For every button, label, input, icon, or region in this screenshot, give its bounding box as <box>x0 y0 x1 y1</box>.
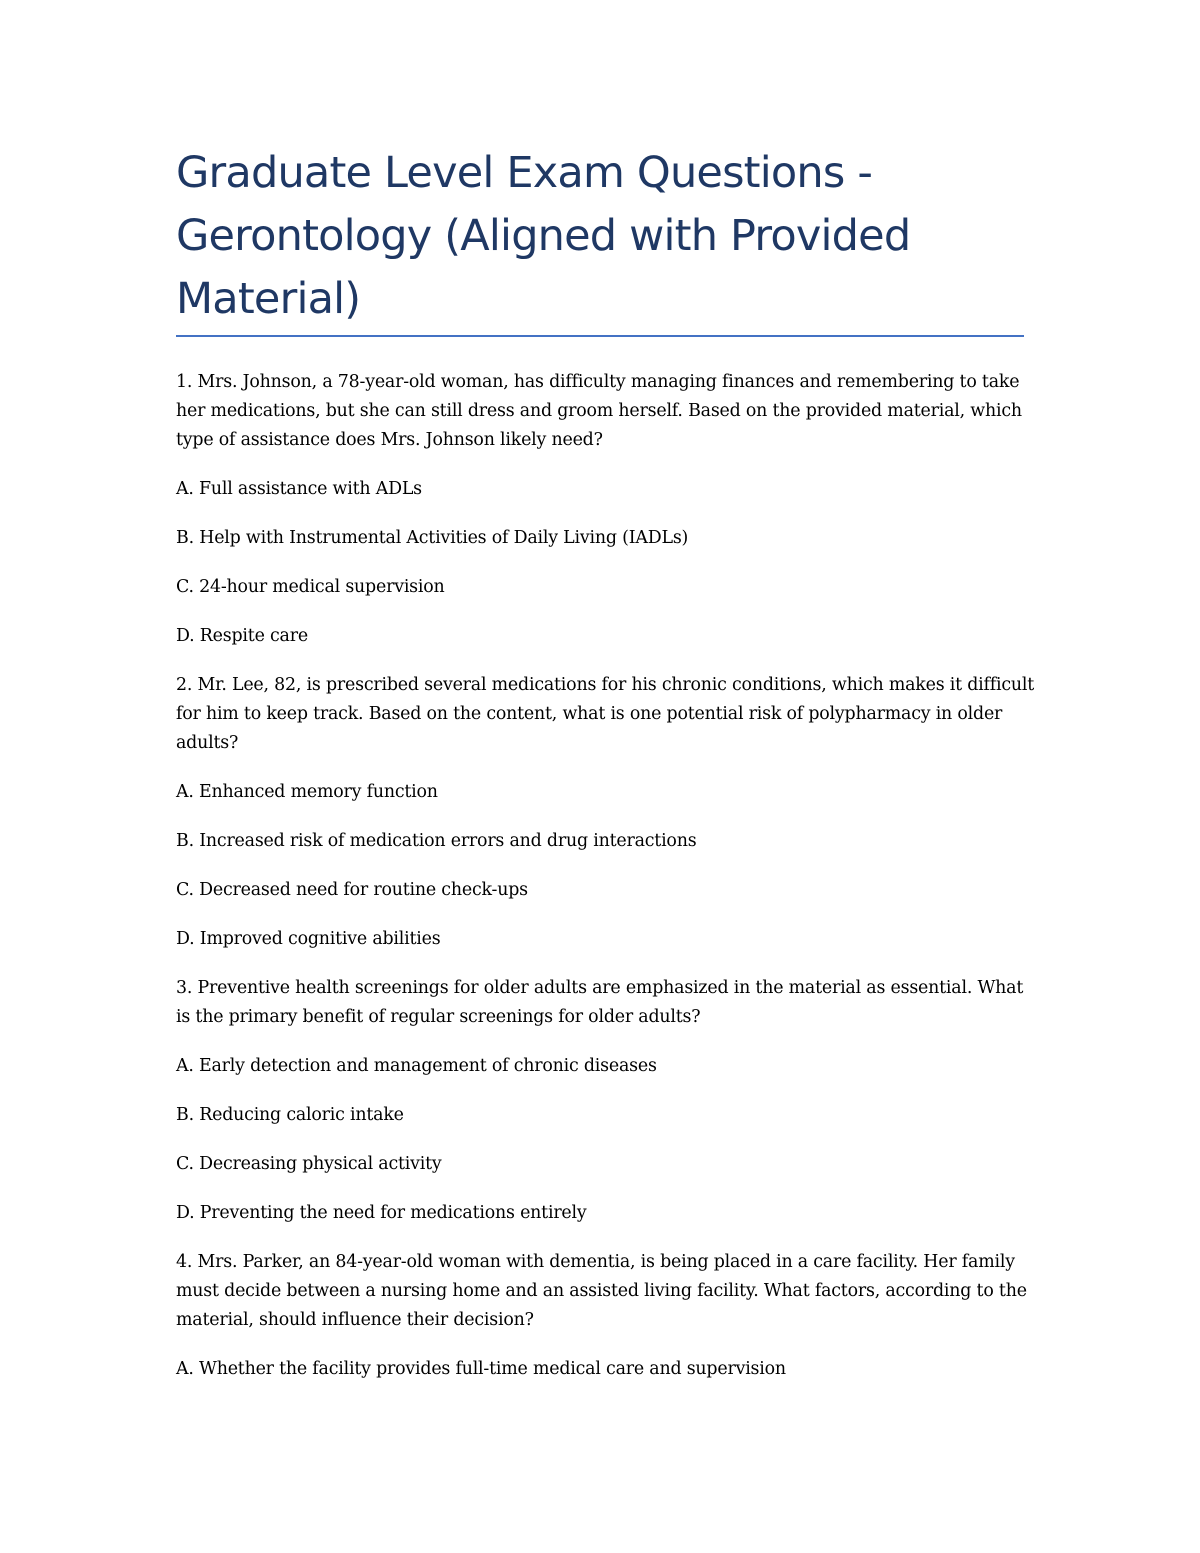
question-1-option-c: C. 24-hour medical supervision <box>176 577 445 597</box>
question-2-stem: 2. Mr. Lee, 82, is prescribed several medications for his chronic conditions, which makes it difficult for him to keep track. Based on the content, what is one potential risk of polypharmacy in older adults? <box>176 675 1035 753</box>
question-2-option-d: D. Improved cognitive abilities <box>176 929 441 949</box>
question-4-option-a: A. Whether the facility provides full-time medical care and supervision <box>176 1359 786 1379</box>
document-body <box>176 368 1036 1404</box>
title-underline-divider <box>176 335 1024 337</box>
document-title: Graduate Level Exam Questions - Gerontology (Aligned with Provided Material) <box>176 148 911 324</box>
question-4-stem: 4. Mrs. Parker, an 84-year-old woman with dementia, is being placed in a care facility. Her family must decide between a nursing home and an assisted living facility. What factors, according to the material, should influence their decision? <box>176 1252 1027 1330</box>
question-1-option-a: A. Full assistance with ADLs <box>176 479 422 499</box>
question-3-option-b: B. Reducing caloric intake <box>176 1105 404 1125</box>
question-3-option-d: D. Preventing the need for medications entirely <box>176 1203 587 1223</box>
question-1-stem: 1. Mrs. Johnson, a 78-year-old woman, has difficulty managing finances and remembering to take her medications, but she can still dress and groom herself. Based on the provided material, which type of assistance does Mrs. Johnson likely need? <box>176 372 1022 450</box>
question-2-option-a: A. Enhanced memory function <box>176 782 438 802</box>
question-1-option-b: B. Help with Instrumental Activities of Daily Living (IADLs) <box>176 528 689 548</box>
question-3-option-c: C. Decreasing physical activity <box>176 1154 442 1174</box>
question-3-option-a: A. Early detection and management of chronic diseases <box>176 1056 657 1076</box>
question-1-option-d: D. Respite care <box>176 626 308 646</box>
question-2-option-c: C. Decreased need for routine check-ups <box>176 880 528 900</box>
question-2-option-b: B. Increased risk of medication errors and drug interactions <box>176 831 697 851</box>
question-3-stem: 3. Preventive health screenings for older adults are emphasized in the material as essential. What is the primary benefit of regular screenings for older adults? <box>176 978 1024 1027</box>
